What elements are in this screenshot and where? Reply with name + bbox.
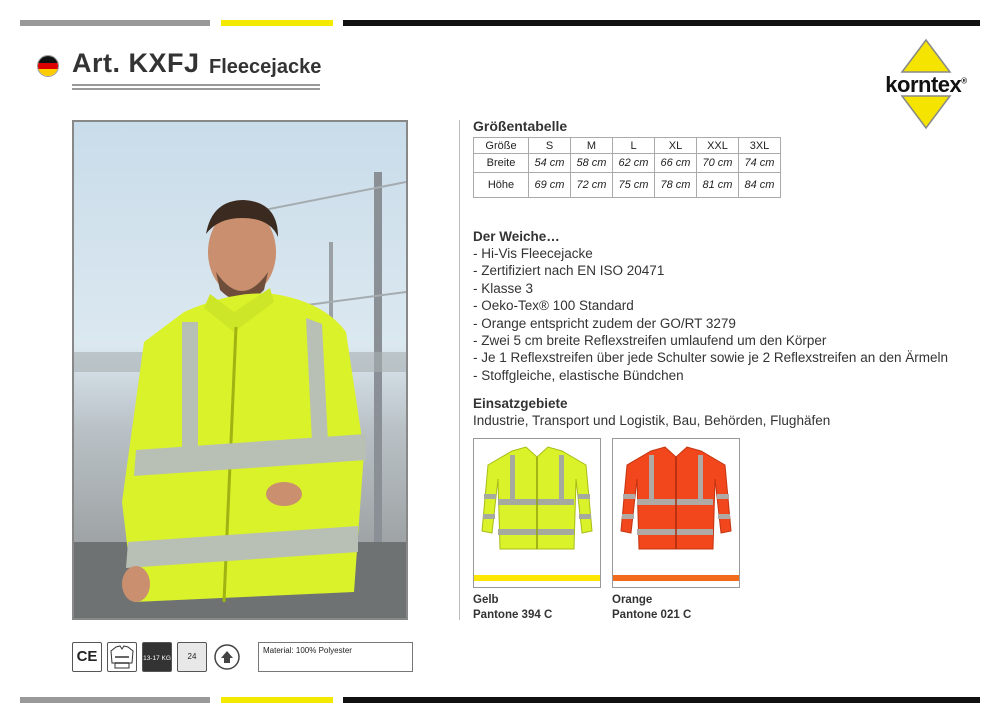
variant-pantone: Pantone 394 C xyxy=(473,609,553,621)
table-cell: 62 cm xyxy=(613,154,655,173)
table-cell: 58 cm xyxy=(571,154,613,173)
list-item: - Klasse 3 xyxy=(473,280,534,296)
model-wearing-jacket-illustration xyxy=(74,122,406,618)
features-title: Der Weiche… xyxy=(473,229,560,244)
bottom-bar-black xyxy=(343,697,980,703)
orange-jacket-icon xyxy=(613,439,739,569)
size-table-header-row xyxy=(474,138,781,154)
size-table-title: Größentabelle xyxy=(473,118,568,134)
size-col-header: S xyxy=(529,138,571,154)
column-divider xyxy=(459,120,460,620)
title-underline xyxy=(72,84,320,86)
table-cell: 75 cm xyxy=(613,173,655,198)
size-header-label: Größe xyxy=(474,138,529,154)
size-col-header: XXL xyxy=(697,138,739,154)
einsatz-text: Industrie, Transport und Logistik, Bau, Behörden, Flughäfen xyxy=(473,413,831,428)
top-bar-black xyxy=(343,20,980,26)
material-box: Material: 100% Polyester xyxy=(258,642,413,672)
washing-care-icon xyxy=(212,642,242,672)
variant-color-name: Gelb xyxy=(473,594,499,606)
bottom-bar-yellow xyxy=(221,697,333,703)
variant-orange-swatch xyxy=(612,438,740,588)
list-item: - Zertifiziert nach EN ISO 20471 xyxy=(473,263,665,279)
table-row xyxy=(474,154,781,173)
package-count-icon xyxy=(177,642,207,672)
title-underline-2 xyxy=(72,88,320,90)
variant-orange-label xyxy=(612,593,691,623)
size-col-header: L xyxy=(613,138,655,154)
table-cell: 66 cm xyxy=(655,154,697,173)
yellow-jacket-icon xyxy=(474,439,600,569)
variant-yellow-label xyxy=(473,593,552,623)
logo-wordmark: korntex® xyxy=(885,72,967,97)
table-cell: 54 cm xyxy=(529,154,571,173)
table-cell: 84 cm xyxy=(739,173,781,198)
row-label-breite: Breite xyxy=(474,154,529,173)
features-list xyxy=(473,245,948,384)
size-table xyxy=(473,137,781,198)
list-item: - Orange entspricht zudem der GO/RT 3279 xyxy=(473,315,736,331)
hivis-jacket-pictogram-icon xyxy=(107,642,137,672)
product-photo xyxy=(72,120,408,620)
weight-icon xyxy=(142,642,172,672)
size-col-header: 3XL xyxy=(739,138,781,154)
product-name: Fleecejacke xyxy=(209,56,322,78)
einsatz-title: Einsatzgebiete xyxy=(473,396,568,411)
table-cell: 70 cm xyxy=(697,154,739,173)
article-number: Art. KXFJ xyxy=(72,48,200,78)
orange-color-stripe xyxy=(613,575,739,581)
list-item: - Zwei 5 cm breite Reflexstreifen umlaufend um den Körper xyxy=(473,333,827,349)
ce-mark-icon xyxy=(72,642,102,672)
yellow-color-stripe xyxy=(474,575,600,581)
korntex-logo xyxy=(880,38,972,130)
weight-text: 13-17 KG xyxy=(143,655,171,662)
list-item: - Oeko-Tex® 100 Standard xyxy=(473,298,634,314)
table-cell: 78 cm xyxy=(655,173,697,198)
variant-color-name: Orange xyxy=(612,594,653,606)
ce-mark-text: CE xyxy=(76,648,98,665)
variant-yellow-swatch xyxy=(473,438,601,588)
table-cell: 72 cm xyxy=(571,173,613,198)
table-row xyxy=(474,173,781,198)
top-bar-gray xyxy=(20,20,210,26)
package-count-text: 24 xyxy=(187,652,197,661)
table-cell: 81 cm xyxy=(697,173,739,198)
list-item: - Stoffgleiche, elastische Bündchen xyxy=(473,367,684,383)
list-item: - Je 1 Reflexstreifen über jede Schulter sowie je 2 Reflexstreifen an den Ärmeln xyxy=(473,350,948,366)
variant-pantone: Pantone 021 C xyxy=(612,609,692,621)
list-item: - Hi-Vis Fleecejacke xyxy=(473,246,593,261)
top-bar-yellow xyxy=(221,20,333,26)
german-flag-icon xyxy=(37,55,59,77)
row-label-hoehe: Höhe xyxy=(474,173,529,198)
size-col-header: XL xyxy=(655,138,697,154)
table-cell: 69 cm xyxy=(529,173,571,198)
table-cell: 74 cm xyxy=(739,154,781,173)
size-col-header: M xyxy=(571,138,613,154)
bottom-bar-gray xyxy=(20,697,210,703)
